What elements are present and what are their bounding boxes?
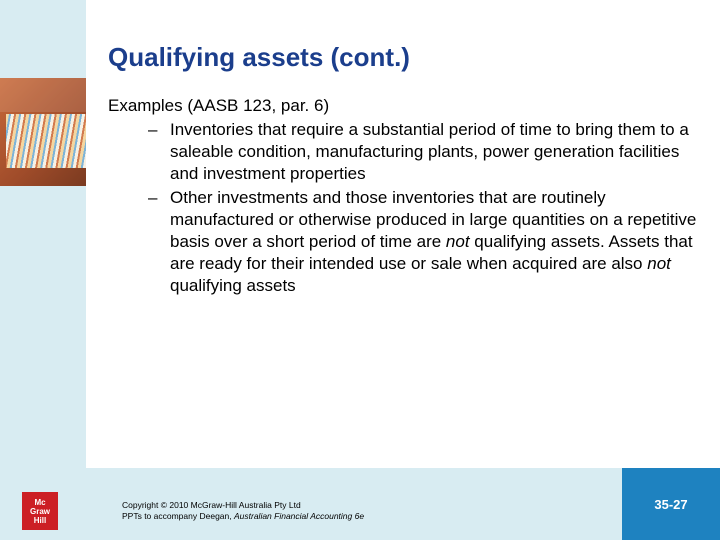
book-cover-title-band <box>0 78 86 112</box>
bullet-inventories <box>108 119 708 185</box>
slide-body <box>108 95 708 299</box>
bullet-other-text-1: Other investments and those inventories that are routinely manufactured or otherwise produced in large quantities on a repetitive basis over a short period of time are <box>170 188 697 251</box>
bullet-inventories-text: Inventories that require a substantial period of time to bring them to a saleable condition, manufacturing plants, power generation facilities and investment properties <box>170 120 689 183</box>
emphasis-not-2: not <box>647 254 671 273</box>
book-title: Australian Financial Accounting 6e <box>233 511 365 521</box>
accompany-prefix: PPTs to accompany Deegan, <box>122 511 234 521</box>
examples-heading: Examples (AASB 123, par. 6) <box>108 96 330 115</box>
book-cover-artwork <box>6 114 86 168</box>
page-number-box <box>622 468 720 540</box>
page-number: 35-27 <box>654 496 688 512</box>
emphasis-not-1: not <box>445 232 470 251</box>
mcgraw-hill-logo <box>22 492 58 530</box>
slide-title: Qualifying assets (cont.) <box>108 42 410 72</box>
bullet-other-investments <box>108 187 708 297</box>
copyright-line: Copyright © 2010 McGraw-Hill Australia Pty Ltd <box>122 500 301 510</box>
logo-line-3: Hill <box>33 515 47 525</box>
bullet-dash: – <box>148 120 158 139</box>
bullet-dash: – <box>148 188 158 207</box>
left-sidebar <box>0 0 86 540</box>
logo-line-1: Mc <box>34 497 46 507</box>
book-cover-image <box>0 78 86 186</box>
bullet-other-text-2: qualifying assets. Assets that are ready for their intended use or sale when acquired are also <box>170 232 693 273</box>
accompany-line <box>122 511 364 522</box>
footer-bar <box>86 468 720 540</box>
logo-line-2: Graw <box>29 506 50 516</box>
bullet-other-text-3: qualifying assets <box>170 276 296 295</box>
footer-copyright <box>122 500 364 522</box>
